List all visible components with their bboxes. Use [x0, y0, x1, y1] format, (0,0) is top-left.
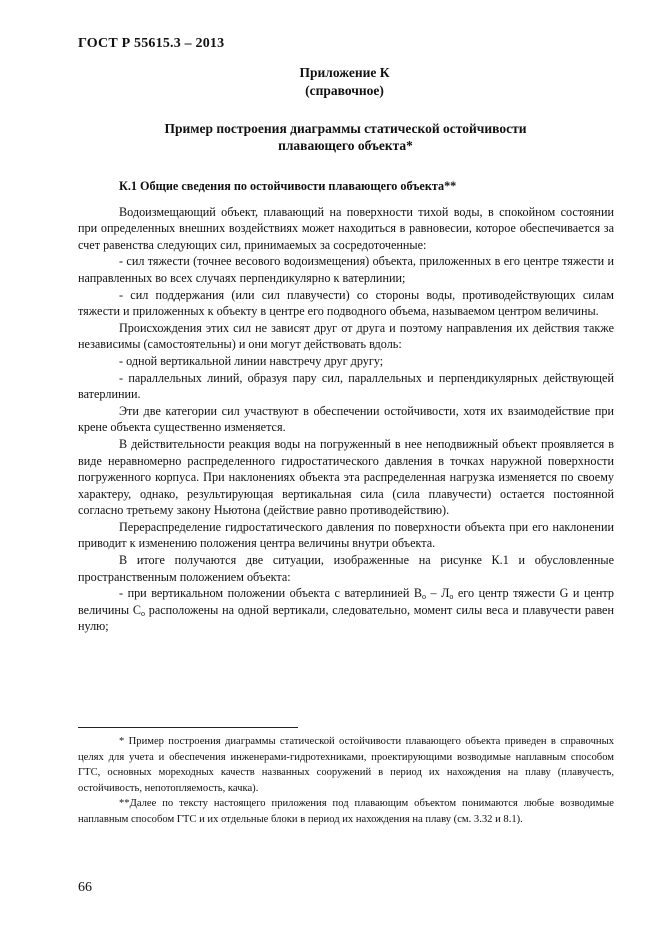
title-line-2: плавающего объекта*	[278, 138, 413, 153]
document-header: ГОСТ Р 55615.3 – 2013	[78, 36, 225, 51]
appendix-title	[90, 120, 601, 154]
text-run: его центр тяжести G и центр величины C	[78, 586, 614, 617]
footnotes	[78, 734, 614, 827]
paragraph: - параллельных линий, образуя пару сил, параллельных и перпендикулярных действующей ватерлинии.	[78, 370, 614, 402]
text-run: расположены на одной вертикали, следовательно, момент силы веса и плавучести равен нулю;	[78, 602, 614, 634]
paragraph: - сил тяжести (точнее весового водоизмещения) объекта, приложенных в его центре тяжести и направленных во всех случаях перпендикулярно к ватерлинии;	[78, 254, 614, 285]
main-text	[78, 178, 614, 635]
subscript: о	[422, 592, 426, 602]
paragraph: Происхождения этих сил не зависят друг от друга и поэтому направления их действия также независимы (самостоятельны) и они могут действовать вдоль:	[78, 320, 614, 352]
subscript: о	[449, 592, 454, 602]
paragraph: Перераспределение гидростатического давления по поверхности объекта при его наклонении приводит к изменению положения центра величины внутри объекта.	[78, 519, 614, 551]
footnote: * Пример построения диаграммы статической остойчивости плавающего объекта приведен в справочных целях для учета и обеспечения инженерами-гидротехниками, проектирующими возводимые наплавным способом ГТС, основных мореходных качеств названных сооружений в период их нахождения на плаву (плавучесть, остойчивость, непотопляемость, качка).	[78, 736, 614, 794]
paragraph-with-subscripts	[78, 585, 614, 635]
paragraph: Водоизмещающий объект, плавающий на поверхности тихой воды, в спокойном состоянии при определенных внешних воздействиях может находиться в равновесии, которое обеспечивается за счет равенства следующих сил, принимаемых за сосредоточенные:	[78, 204, 614, 252]
paragraph: В итоге получаются две ситуации, изображенные на рисунке К.1 и обусловленные пространственным положением объекта:	[78, 553, 614, 584]
appendix-heading	[0, 64, 661, 100]
footnote-separator	[78, 727, 298, 728]
paragraph: В действительности реакция воды на погруженный в нее неподвижный объект проявляется в виде неравномерно распределенного гидростатического давления в точках наружной поверхности погруженного корпуса. При наклонениях объекта эта распределенная нагрузка изменяется по своему характеру, однако, результирующая вертикальная сила (сила плавучести) остается постоянной согласно третьему закону Ньютона (действие равно противодействию).	[78, 436, 614, 518]
section-heading: К.1 Общие сведения по остойчивости плавающего объекта**	[119, 179, 457, 193]
title-line-1: Пример построения диаграммы статической остойчивости	[164, 121, 527, 136]
paragraph: Эти две категории сил участвуют в обеспечении остойчивости, хотя их взаимодействие при крене объекта существенно изменяется.	[78, 403, 614, 435]
text-run: - при вертикальном положении объекта с ватерлинией В	[119, 586, 422, 601]
paragraph: - одной вертикальной линии навстречу друг другу;	[119, 353, 384, 368]
page-number: 66	[78, 880, 92, 895]
appendix-type: (справочное)	[305, 83, 384, 98]
footnote: **Далее по тексту настоящего приложения под плавающим объектом понимаются любые возводимые наплавным способом ГТС и их отдельные блоки в период их нахождения на плаву (см. 3.32 и 8.1).	[78, 798, 614, 825]
appendix-label: Приложение К	[299, 65, 390, 80]
paragraph: - сил поддержания (или сил плавучести) со стороны воды, противодействующих силам тяжести и приложенных к объекту в центре его подводного объема, называемом центром величины.	[78, 287, 614, 319]
subscript: о	[140, 608, 145, 618]
text-run: – Л	[426, 586, 450, 601]
